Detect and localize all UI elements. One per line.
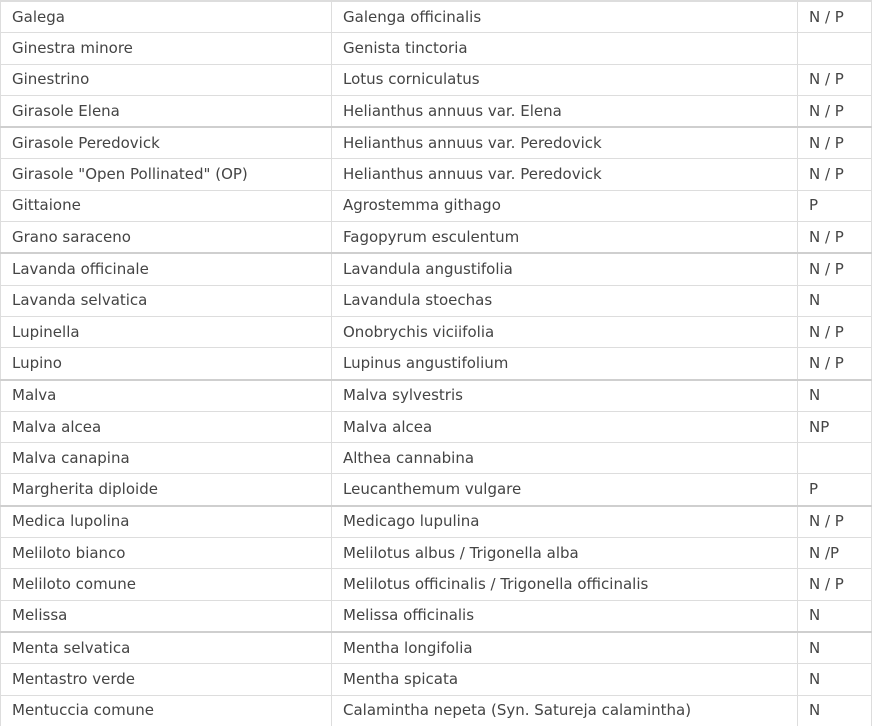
- scientific-name-cell: Melilotus albus / Trigonella alba: [332, 538, 798, 569]
- table-row: [1, 538, 872, 569]
- type-cell: N / P: [798, 253, 872, 285]
- type-cell: N / P: [798, 569, 872, 600]
- scientific-name-cell: Lavandula stoechas: [332, 285, 798, 316]
- common-name-cell: Girasole Elena: [1, 95, 332, 127]
- common-name-cell: Lavanda selvatica: [1, 285, 332, 316]
- type-cell: N / P: [798, 64, 872, 95]
- common-name-cell: Margherita diploide: [1, 474, 332, 506]
- common-name-cell: Meliloto bianco: [1, 538, 332, 569]
- scientific-name-cell: Leucanthemum vulgare: [332, 474, 798, 506]
- common-name-cell: Mentastro verde: [1, 664, 332, 695]
- type-cell: P: [798, 190, 872, 221]
- type-cell: N / P: [798, 95, 872, 127]
- common-name-cell: Lupinella: [1, 316, 332, 347]
- table-row: [1, 474, 872, 506]
- type-cell: N / P: [798, 316, 872, 347]
- common-name-cell: Meliloto comune: [1, 569, 332, 600]
- table-row: [1, 380, 872, 412]
- scientific-name-cell: Lavandula angustifolia: [332, 253, 798, 285]
- scientific-name-cell: Onobrychis viciifolia: [332, 316, 798, 347]
- table-row: [1, 1, 872, 33]
- scientific-name-cell: Malva alcea: [332, 411, 798, 442]
- table-row: [1, 316, 872, 347]
- type-cell: N / P: [798, 348, 872, 380]
- scientific-name-cell: Agrostemma githago: [332, 190, 798, 221]
- type-cell: N: [798, 695, 872, 726]
- table-row: [1, 569, 872, 600]
- common-name-cell: Menta selvatica: [1, 632, 332, 664]
- scientific-name-cell: Genista tinctoria: [332, 33, 798, 64]
- table-row: [1, 632, 872, 664]
- type-cell: N / P: [798, 1, 872, 33]
- scientific-name-cell: Medicago lupulina: [332, 506, 798, 538]
- common-name-cell: Ginestra minore: [1, 33, 332, 64]
- scientific-name-cell: Malva sylvestris: [332, 380, 798, 412]
- type-cell: N: [798, 380, 872, 412]
- type-cell: N: [798, 285, 872, 316]
- common-name-cell: Melissa: [1, 600, 332, 632]
- table-row: [1, 348, 872, 380]
- common-name-cell: Grano saraceno: [1, 222, 332, 254]
- common-name-cell: Mentuccia comune: [1, 695, 332, 726]
- table-row: [1, 127, 872, 159]
- common-name-cell: Malva canapina: [1, 443, 332, 474]
- scientific-name-cell: Lupinus angustifolium: [332, 348, 798, 380]
- table-row: [1, 64, 872, 95]
- common-name-cell: Malva alcea: [1, 411, 332, 442]
- scientific-name-cell: Helianthus annuus var. Peredovick: [332, 127, 798, 159]
- table-row: [1, 222, 872, 254]
- table-row: [1, 695, 872, 726]
- scientific-name-cell: Althea cannabina: [332, 443, 798, 474]
- scientific-name-cell: Helianthus annuus var. Elena: [332, 95, 798, 127]
- table-row: [1, 411, 872, 442]
- scientific-name-cell: Helianthus annuus var. Peredovick: [332, 159, 798, 190]
- scientific-name-cell: Mentha longifolia: [332, 632, 798, 664]
- type-cell: [798, 443, 872, 474]
- table-row: [1, 285, 872, 316]
- type-cell: N: [798, 632, 872, 664]
- table-row: [1, 443, 872, 474]
- scientific-name-cell: Galenga officinalis: [332, 1, 798, 33]
- type-cell: NP: [798, 411, 872, 442]
- type-cell: N: [798, 600, 872, 632]
- common-name-cell: Medica lupolina: [1, 506, 332, 538]
- type-cell: N / P: [798, 222, 872, 254]
- table-row: [1, 159, 872, 190]
- type-cell: N / P: [798, 159, 872, 190]
- table-row: [1, 600, 872, 632]
- common-name-cell: Ginestrino: [1, 64, 332, 95]
- common-name-cell: Lavanda officinale: [1, 253, 332, 285]
- scientific-name-cell: Fagopyrum esculentum: [332, 222, 798, 254]
- common-name-cell: Lupino: [1, 348, 332, 380]
- common-name-cell: Galega: [1, 1, 332, 33]
- type-cell: N / P: [798, 127, 872, 159]
- type-cell: N: [798, 664, 872, 695]
- common-name-cell: Malva: [1, 380, 332, 412]
- table-row: [1, 190, 872, 221]
- table-row: [1, 95, 872, 127]
- table-row: [1, 33, 872, 64]
- plant-table-body: [1, 1, 872, 726]
- type-cell: N / P: [798, 506, 872, 538]
- common-name-cell: Girasole "Open Pollinated" (OP): [1, 159, 332, 190]
- scientific-name-cell: Mentha spicata: [332, 664, 798, 695]
- type-cell: [798, 33, 872, 64]
- type-cell: N /P: [798, 538, 872, 569]
- scientific-name-cell: Lotus corniculatus: [332, 64, 798, 95]
- scientific-name-cell: Melilotus officinalis / Trigonella officinalis: [332, 569, 798, 600]
- scientific-name-cell: Melissa officinalis: [332, 600, 798, 632]
- common-name-cell: Girasole Peredovick: [1, 127, 332, 159]
- type-cell: P: [798, 474, 872, 506]
- common-name-cell: Gittaione: [1, 190, 332, 221]
- table-row: [1, 506, 872, 538]
- scientific-name-cell: Calamintha nepeta (Syn. Satureja calamintha): [332, 695, 798, 726]
- table-row: [1, 664, 872, 695]
- table-row: [1, 253, 872, 285]
